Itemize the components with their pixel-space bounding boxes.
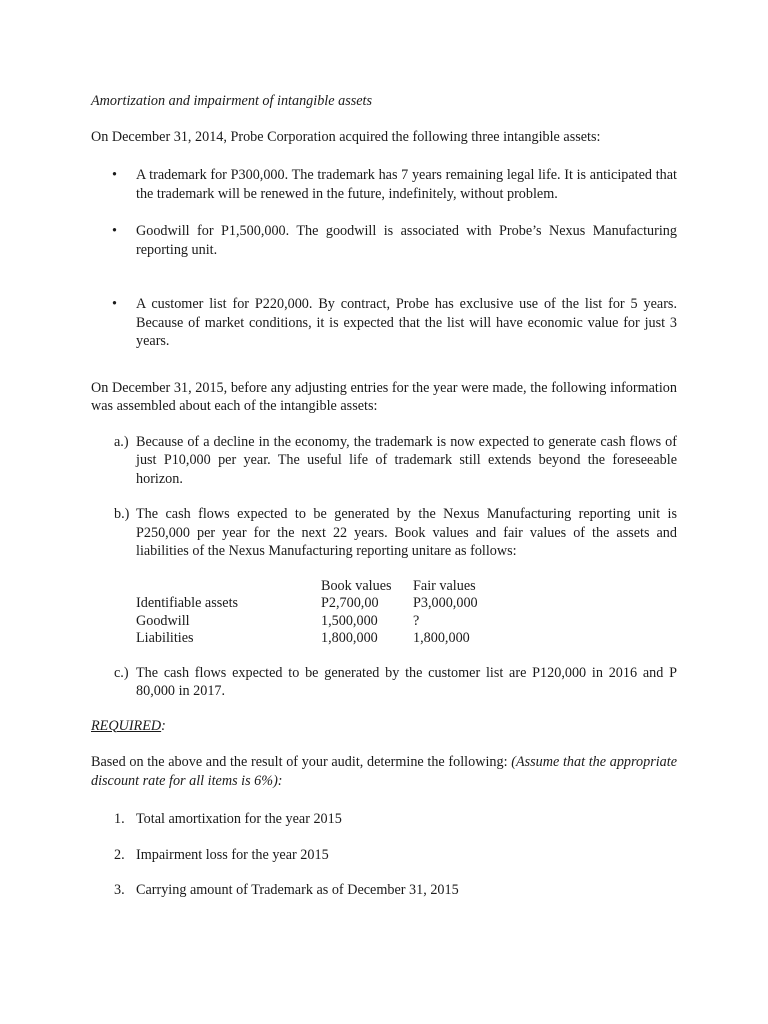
question-text: Impairment loss for the year 2015	[136, 846, 329, 863]
document-page	[91, 92, 677, 900]
bullet-icon: •	[112, 167, 117, 183]
document-title: Amortization and impairment of intangible assets	[91, 93, 372, 109]
instructions-lead: Based on the above and the result of your audit, determine the following:	[91, 754, 512, 770]
table-cell: P3,000,000	[413, 595, 478, 611]
required-heading	[91, 717, 677, 736]
table-cell: Identifiable assets	[136, 595, 239, 611]
bullet-text: A customer list for P220,000. By contract, Probe has exclusive use of the list for 5 years. Because of market conditions, it is expected that the list will have economic value for just 3 years.	[136, 296, 677, 349]
question-text: Total amortixation for the year 2015	[136, 811, 342, 827]
values-table	[136, 578, 513, 648]
item-text: Because of a decline in the economy, the trademark is now expected to generate cash flows of just P10,000 per year. The useful life of trademark still extends beyond the foreseeable horizon.	[136, 433, 677, 487]
item-text: The cash flows expected to be generated by the customer list are P120,000 in 2016 and P 80,000 in 2017.	[136, 664, 677, 699]
table-cell: ?	[413, 612, 420, 629]
question-3	[91, 881, 677, 900]
question-number: 2.	[114, 846, 125, 863]
item-b	[91, 505, 677, 561]
bullet-item-customer-list	[91, 295, 677, 351]
table-row	[136, 595, 513, 613]
item-marker: a.)	[114, 433, 129, 450]
table-cell: Liabilities	[136, 630, 194, 646]
item-marker: b.)	[114, 506, 130, 522]
table-row	[136, 613, 513, 631]
info-paragraph: On December 31, 2015, before any adjusting entries for the year were made, the following information was assembled about each of the intangible assets:	[91, 379, 677, 414]
bullet-icon: •	[112, 223, 117, 239]
bullet-item-trademark	[91, 166, 677, 203]
question-1	[91, 810, 677, 829]
table-cell: 1,800,000	[413, 630, 470, 646]
question-number: 3.	[114, 882, 125, 898]
bullet-text: A trademark for P300,000. The trademark has 7 years remaining legal life. It is anticipated that the trademark will be renewed in the future, indefinitely, without problem.	[136, 167, 677, 202]
table-header-cell: Book values	[321, 577, 392, 594]
table-header-cell	[136, 578, 321, 596]
item-text: The cash flows expected to be generated by the Nexus Manufacturing reporting unit is P250,000 per year for the next 22 years. Book values and fair values of the assets and liabilities of the Nexus Manufacturing reporting unitare as follows:	[136, 506, 677, 559]
question-text: Carrying amount of Trademark as of December 31, 2015	[136, 882, 459, 898]
bullet-text: Goodwill for P1,500,000. The goodwill is associated with Probe’s Nexus Manufacturing reporting unit.	[136, 223, 677, 258]
intro-paragraph: On December 31, 2014, Probe Corporation acquired the following three intangible assets:	[91, 128, 601, 145]
required-colon: :	[161, 717, 166, 734]
question-number: 1.	[114, 811, 125, 827]
table-header-cell: Fair values	[413, 577, 476, 594]
instructions-emphasis: (Assume that the appropriate discount rate for all items is 6%):	[91, 754, 678, 789]
required-label: REQUIRED	[91, 717, 162, 734]
table-cell: Goodwill	[136, 612, 190, 629]
table-cell: P2,700,00	[321, 595, 379, 611]
item-marker: c.)	[114, 664, 129, 681]
item-a	[91, 433, 677, 489]
bullet-icon: •	[112, 296, 117, 312]
table-row	[136, 630, 513, 648]
instructions-paragraph	[91, 753, 677, 790]
table-header-row	[136, 578, 513, 596]
item-c	[91, 664, 677, 701]
question-2	[91, 846, 677, 865]
bullet-item-goodwill	[91, 222, 677, 259]
table-cell: 1,500,000	[321, 612, 378, 629]
table-cell: 1,800,000	[321, 630, 378, 646]
